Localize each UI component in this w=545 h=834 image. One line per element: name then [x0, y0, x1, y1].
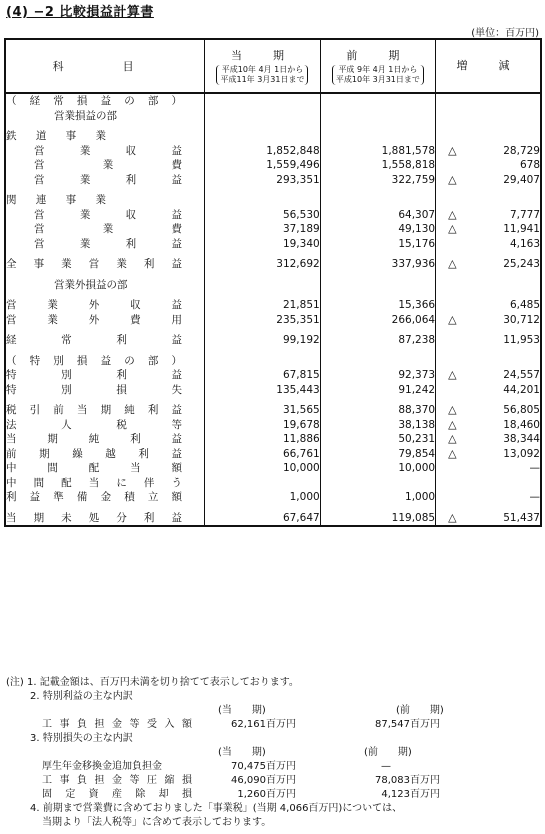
table-row — [5, 447, 541, 462]
current-value — [205, 109, 320, 124]
item-cell — [5, 257, 205, 272]
table-row — [5, 354, 541, 369]
change-cell — [436, 278, 541, 293]
note-2-item-previous: 87,547百万円 — [375, 719, 440, 730]
table-row — [5, 109, 541, 124]
table-row — [5, 193, 541, 208]
previous-value: 266,064 — [320, 313, 435, 328]
item-label: 法人税等 — [6, 418, 182, 431]
current-value: 67,647 — [205, 511, 320, 527]
change-cell — [436, 476, 541, 491]
item-cell — [5, 461, 205, 476]
item-cell — [5, 144, 205, 159]
note-3-title-text: 3. 特別損失の主な内訳 — [30, 733, 133, 744]
item-label: 鉄道事業 — [6, 130, 106, 142]
item-cell — [5, 476, 205, 491]
note-1 — [6, 676, 541, 690]
item-label: 特別利益 — [6, 369, 182, 381]
item-cell — [5, 432, 205, 447]
table-row — [5, 403, 541, 418]
note-3-title — [6, 732, 541, 746]
change-value: 29,407 — [503, 173, 540, 186]
item-label: 関連事業 — [6, 194, 106, 206]
header-previous-range-from: 平成 9年 4月 1日から — [338, 65, 418, 74]
change-value: 11,941 — [503, 223, 540, 235]
table-row — [5, 173, 541, 188]
item-cell — [5, 208, 205, 223]
header-current-range-from: 平成10年 4月 1日から — [221, 65, 304, 74]
previous-value: 1,881,578 — [320, 144, 435, 159]
item-label: 全事業営業利益 — [6, 258, 182, 270]
previous-value: 88,370 — [320, 403, 435, 418]
change-value: 56,805 — [503, 404, 540, 416]
note-3-period-previous: (前 期) — [364, 747, 412, 758]
note-3-item — [6, 774, 541, 788]
header-current-range-to: 平成11年 3月31日まで — [220, 75, 305, 84]
change-value: 11,953 — [503, 334, 540, 346]
table-row — [5, 476, 541, 491]
note-3-item-current: 70,475百万円 — [231, 761, 296, 772]
change-cell — [436, 237, 541, 252]
item-label: 当期純利益 — [6, 433, 182, 445]
header-current — [205, 39, 320, 93]
current-value — [205, 193, 320, 208]
table-row — [5, 298, 541, 313]
table-row — [5, 432, 541, 447]
previous-value: 322,759 — [320, 173, 435, 188]
header-previous — [320, 39, 435, 93]
change-value: — — [529, 462, 540, 474]
previous-value: 91,242 — [320, 383, 435, 398]
note-3-item-previous: 4,123百万円 — [381, 789, 440, 800]
item-cell — [5, 313, 205, 328]
decrease-triangle-icon: △ — [448, 222, 457, 235]
note-2-item-label: 工事負担金等受入額 — [42, 719, 192, 730]
decrease-triangle-icon: △ — [448, 312, 457, 326]
note-2-title-text: 2. 特別利益の主な内訳 — [30, 691, 133, 702]
previous-value — [320, 93, 435, 109]
item-cell — [5, 403, 205, 418]
unit-label: (単位：百万円) — [471, 28, 539, 39]
change-cell — [436, 368, 541, 383]
item-label: 利益準備金積立額 — [6, 491, 182, 503]
previous-value — [320, 354, 435, 369]
item-label: （ 特 別 損 益 の 部 ） — [6, 354, 182, 367]
change-cell — [436, 403, 541, 418]
change-cell — [436, 447, 541, 462]
current-value — [205, 476, 320, 491]
current-value: 19,678 — [205, 418, 320, 433]
current-value: 11,886 — [205, 432, 320, 447]
table-row — [5, 93, 541, 109]
previous-value — [320, 129, 435, 144]
current-value — [205, 278, 320, 293]
note-3-item-previous: — — [381, 761, 391, 772]
current-value: 37,189 — [205, 222, 320, 237]
table-row — [5, 208, 541, 223]
note-3-item-label: 厚生年金移換金追加負担金 — [42, 761, 162, 772]
current-value: 312,692 — [205, 257, 320, 272]
note-3-period-current: (当 期) — [218, 747, 266, 758]
item-cell — [5, 511, 205, 527]
change-cell — [436, 129, 541, 144]
item-label: 経常利益 — [6, 334, 182, 346]
note-2-period-previous: (前 期) — [396, 705, 444, 716]
previous-value: 50,231 — [320, 432, 435, 447]
note-3-item-previous: 78,083百万円 — [375, 775, 440, 786]
decrease-triangle-icon: △ — [448, 143, 457, 157]
table-row — [5, 418, 541, 433]
change-value: 678 — [519, 159, 540, 171]
item-label: 前期繰越利益 — [6, 447, 182, 460]
item-label: 特別損失 — [6, 383, 182, 396]
item-cell — [5, 93, 205, 109]
current-value: 10,000 — [205, 461, 320, 476]
decrease-triangle-icon: △ — [448, 510, 457, 524]
table-row — [5, 129, 541, 144]
item-label: 営業外費用 — [6, 313, 182, 326]
item-label: 営業利益 — [34, 237, 182, 250]
previous-value: 49,130 — [320, 222, 435, 237]
income-statement-table — [4, 38, 542, 527]
previous-value: 119,085 — [320, 511, 435, 527]
note-2-item-current: 62,161百万円 — [231, 719, 296, 730]
previous-value: 87,238 — [320, 333, 435, 348]
note-4-line-2 — [6, 816, 541, 830]
item-label: （ 経 常 損 益 の 部 ） — [6, 95, 182, 107]
change-value: 38,344 — [503, 433, 540, 445]
change-cell — [436, 257, 541, 272]
change-value: 25,243 — [503, 258, 540, 270]
change-cell — [436, 144, 541, 159]
item-cell — [5, 368, 205, 383]
change-value: 18,460 — [503, 418, 540, 431]
note-2-item — [6, 718, 541, 732]
item-cell — [5, 193, 205, 208]
previous-value — [320, 476, 435, 491]
current-value: 1,559,496 — [205, 158, 320, 173]
table-row — [5, 237, 541, 252]
change-value: 24,557 — [503, 369, 540, 381]
current-value — [205, 93, 320, 109]
note-3-item-current: 1,260百万円 — [237, 789, 296, 800]
header-previous-label: 前 期 — [346, 49, 410, 62]
table-row — [5, 511, 541, 527]
decrease-triangle-icon: △ — [448, 172, 457, 186]
current-value: 21,851 — [205, 298, 320, 313]
item-cell — [5, 490, 205, 505]
current-value: 293,351 — [205, 173, 320, 188]
item-cell — [5, 278, 205, 293]
current-value: 31,565 — [205, 403, 320, 418]
change-cell — [436, 461, 541, 476]
table-row — [5, 257, 541, 272]
table-row — [5, 313, 541, 328]
note-2-period-header — [6, 704, 541, 718]
header-current-label: 当 期 — [230, 49, 294, 62]
change-value: 30,712 — [503, 313, 540, 326]
change-cell — [436, 333, 541, 348]
current-value: 19,340 — [205, 237, 320, 252]
table-row — [5, 490, 541, 505]
previous-value: 38,138 — [320, 418, 435, 433]
decrease-triangle-icon: △ — [448, 403, 457, 416]
item-label: 税引前当期純利益 — [6, 404, 182, 416]
item-cell — [5, 383, 205, 398]
previous-value: 79,854 — [320, 447, 435, 462]
change-value: 28,729 — [503, 144, 540, 157]
current-value — [205, 129, 320, 144]
item-label: 営業利益 — [34, 173, 182, 186]
note-3-period-header — [6, 746, 541, 760]
header-change — [436, 39, 541, 93]
current-value: 235,351 — [205, 313, 320, 328]
change-cell — [436, 354, 541, 369]
header-previous-range-to: 平成10年 3月31日まで — [335, 75, 420, 84]
table-header-row — [5, 39, 541, 93]
current-value: 1,000 — [205, 490, 320, 505]
item-label: 営業外損益の部 — [54, 278, 128, 291]
change-value: 7,777 — [509, 208, 540, 221]
header-previous-range — [332, 65, 424, 85]
change-cell — [436, 432, 541, 447]
change-value: — — [529, 491, 540, 503]
note-3-item-current: 46,090百万円 — [231, 775, 296, 786]
note-3-item-label: 固定資産除却損 — [42, 789, 192, 800]
note-3-item — [6, 788, 541, 802]
item-cell — [5, 173, 205, 188]
note-4-line-1-text: 4. 前期まで営業費に含めておりました「事業税」(当期 4,066百万円)については、 — [30, 803, 403, 814]
item-label: 営業費 — [34, 223, 182, 235]
change-cell — [436, 193, 541, 208]
table-row — [5, 383, 541, 398]
change-cell — [436, 313, 541, 328]
previous-value: 10,000 — [320, 461, 435, 476]
page-title: (4) −2 比較損益計算書 — [6, 5, 154, 20]
item-cell — [5, 237, 205, 252]
item-label: 中間配当額 — [6, 462, 182, 474]
current-value: 99,192 — [205, 333, 320, 348]
decrease-triangle-icon: △ — [448, 417, 457, 431]
item-label: 営業損益の部 — [54, 109, 117, 122]
current-value: 135,443 — [205, 383, 320, 398]
item-cell — [5, 333, 205, 348]
change-value: 4,163 — [509, 237, 540, 250]
current-value: 67,815 — [205, 368, 320, 383]
note-4-line-1 — [6, 802, 541, 816]
previous-value — [320, 278, 435, 293]
note-1-text: (注) 1. 記載金額は、百万円未満を切り捨てて表示しております。 — [6, 677, 299, 688]
change-cell — [436, 298, 541, 313]
previous-value: 1,000 — [320, 490, 435, 505]
header-change-label: 増 減 — [456, 59, 520, 72]
table-body — [5, 93, 541, 526]
change-value: 6,485 — [509, 299, 540, 311]
header-item-label: 科 目 — [52, 60, 158, 73]
change-cell — [436, 418, 541, 433]
current-value: 56,530 — [205, 208, 320, 223]
item-cell — [5, 418, 205, 433]
note-3-item-label: 工事負担金等圧縮損 — [42, 775, 192, 786]
table-row — [5, 222, 541, 237]
table-row — [5, 461, 541, 476]
change-cell — [436, 511, 541, 527]
previous-value: 15,366 — [320, 298, 435, 313]
previous-value: 64,307 — [320, 208, 435, 223]
change-cell — [436, 173, 541, 188]
table-row — [5, 278, 541, 293]
current-value — [205, 354, 320, 369]
previous-value: 1,558,818 — [320, 158, 435, 173]
change-cell — [436, 208, 541, 223]
item-cell — [5, 109, 205, 124]
item-cell — [5, 298, 205, 313]
note-2-period-current: (当 期) — [218, 705, 266, 716]
change-cell — [436, 93, 541, 109]
note-4-line-2-text: 当期より「法人税等」に含めて表示しております。 — [42, 817, 272, 828]
item-label: 営業収益 — [34, 144, 182, 157]
item-label: 営業費 — [34, 159, 182, 171]
previous-value — [320, 193, 435, 208]
decrease-triangle-icon: △ — [448, 368, 457, 381]
previous-value: 337,936 — [320, 257, 435, 272]
change-cell — [436, 383, 541, 398]
previous-value: 92,373 — [320, 368, 435, 383]
note-2-title — [6, 690, 541, 704]
item-cell — [5, 158, 205, 173]
decrease-triangle-icon: △ — [448, 207, 457, 221]
previous-value: 15,176 — [320, 237, 435, 252]
previous-value — [320, 109, 435, 124]
notes-section — [6, 676, 541, 830]
item-label: 営業外収益 — [6, 299, 182, 311]
decrease-triangle-icon: △ — [448, 446, 457, 460]
change-value: 44,201 — [503, 383, 540, 396]
item-label: 中間配当に伴う — [6, 476, 182, 489]
item-label: 営業収益 — [34, 208, 182, 221]
item-cell — [5, 129, 205, 144]
change-cell — [436, 222, 541, 237]
change-cell — [436, 158, 541, 173]
item-cell — [5, 222, 205, 237]
item-cell — [5, 354, 205, 369]
table-row — [5, 368, 541, 383]
decrease-triangle-icon: △ — [448, 432, 457, 445]
change-value: 13,092 — [503, 447, 540, 460]
current-value: 66,761 — [205, 447, 320, 462]
current-value: 1,852,848 — [205, 144, 320, 159]
decrease-triangle-icon: △ — [448, 257, 457, 270]
item-cell — [5, 447, 205, 462]
change-value: 51,437 — [503, 511, 540, 524]
table-row — [5, 158, 541, 173]
table-row — [5, 144, 541, 159]
item-label: 当期未処分利益 — [6, 511, 182, 524]
change-cell — [436, 109, 541, 124]
header-item — [5, 39, 205, 93]
header-current-range — [216, 65, 308, 85]
table-row — [5, 333, 541, 348]
change-cell — [436, 490, 541, 505]
note-3-item — [6, 760, 541, 774]
